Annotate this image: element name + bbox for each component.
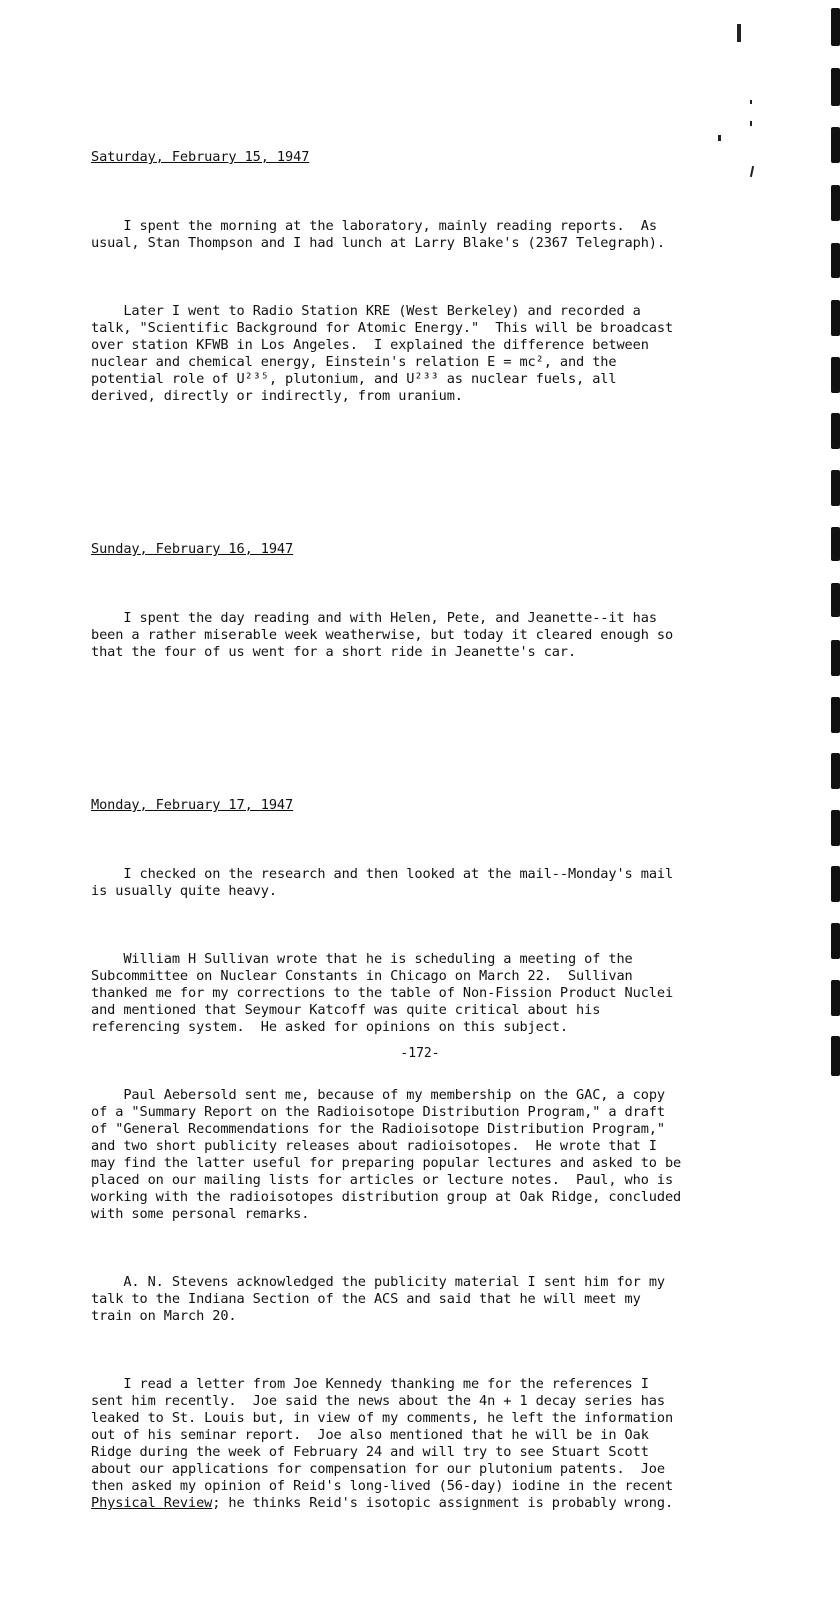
paragraph-text: I read a letter from Joe Kennedy thanking me for the references I sent him recently. Joe said the news about the 4n + 1 decay series has leaked to St. Louis but, in view of my comments, he left the information out of his seminar report. Joe also mentioned that he will be in Oak Ridge during the week of February 24 and will try to see Stuart Scott about our applications for compensation for our plutonium patents. Joe then asked my opinion of Reid's long-lived (56-day) iodine in the recent [91,1376,674,1494]
margin-speck [750,100,752,104]
paragraph: I spent the morning at the laboratory, mainly reading reports. As usual, Stan Thompson and I had lunch at Larry Blake's (2367 Telegraph). [91,218,665,251]
entry-heading: Saturday, February 15, 1947 [91,149,310,165]
paragraph: Paul Aebersold sent me, because of my membership on the GAC, a copy of a "Summary Report on the Radioisotope Distribution Program," a draft of "General Recommendations for the Radioisotope Distribution Program," and two short publicity releases about radioisotopes. He wrote that I may find the latter useful for preparing popular lectures and asked to be placed on our mailing lists for articles or lecture notes. Paul, who is working with the radioisotopes distribution group at Oak Ridge, concluded with some personal remarks. [91,1087,682,1222]
journal-title: Physical Review [91,1495,213,1511]
paragraph-text: ; he thinks Reid's isotopic assignment is probably wrong. [212,1495,674,1511]
paragraph: I checked on the research and then looked at the mail--Monday's mail is usually quite heavy. [91,866,674,899]
margin-speck [718,135,721,141]
entry-feb-16 [91,507,751,712]
paragraph: William H Sullivan wrote that he is scheduling a meeting of the Subcommittee on Nuclear Constants in Chicago on March 22. Sullivan thanked me for my corrections to the table of Non-Fission Product Nuclei and mentioned that Seymour Katcoff was quite critical about his referencing system. He asked for opinions on this subject. [91,951,674,1035]
page-number: -172- [400,1046,440,1061]
paragraph: Later I went to Radio Station KRE (West Berkeley) and recorded a talk, "Scientific Background for Atomic Energy." This will be broadcast over station KFWB in Los Angeles. I explained the difference between nuclear and chemical energy, Einstein's relation E = mc², and the potential role of U²³⁵, plutonium, and U²³³ as nuclear fuels, all derived, directly or indirectly, from uranium. [91,303,674,404]
entry-feb-17 [91,763,751,1563]
paragraph-last [91,1376,751,1512]
diary-text [91,64,751,1614]
entry-feb-15 [91,115,751,456]
paragraph: I spent the day reading and with Helen, Pete, and Jeanette--it has been a rather miserable week weatherwise, but today it cleared enough so that the four of us went for a short ride in Jeanette's car. [91,610,674,660]
paragraph: A. N. Stevens acknowledged the publicity material I sent him for my talk to the Indiana Section of the ACS and said that he will meet my train on March 20. [91,1274,665,1324]
binding-edge-marks [826,0,840,1088]
margin-speck [750,121,752,126]
margin-speck [737,24,741,42]
entry-heading: Sunday, February 16, 1947 [91,541,294,557]
entry-heading: Monday, February 17, 1947 [91,797,294,813]
